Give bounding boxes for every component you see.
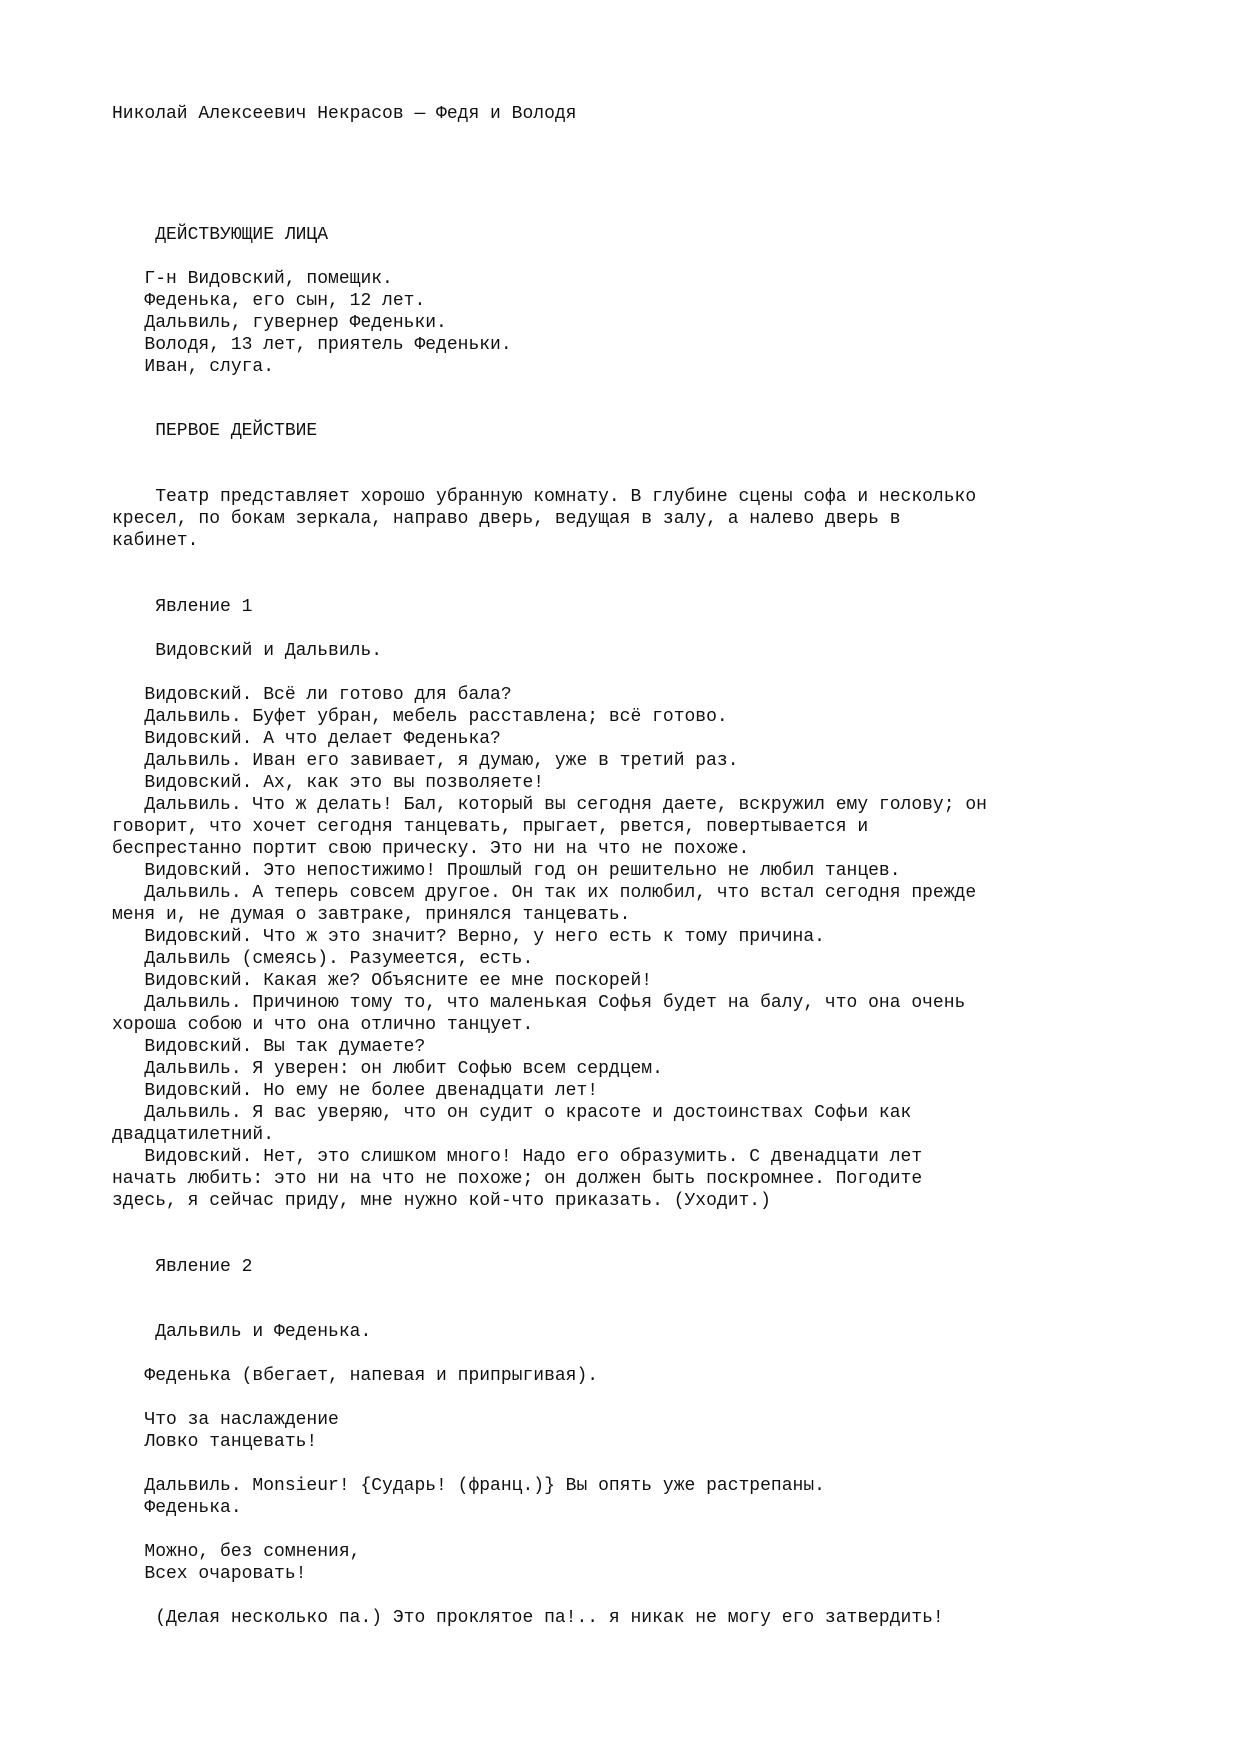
dialogue-line: Видовский. Нет, это слишком много! Надо его образумить. С двенадцати лет [112, 1147, 923, 1167]
dialogue-line: Дальвиль. Иван его завивает, я думаю, уже в третий раз. [112, 751, 739, 771]
dialogue-line: Видовский. А что делает Феденька? [112, 729, 501, 749]
scene-heading: Явление 1 [112, 597, 253, 617]
stage-entrance: Феденька (вбегает, напевая и припрыгивая). [112, 1366, 599, 1386]
dialogue-line: Дальвиль. Я уверен: он любит Софью всем сердцем. [112, 1059, 663, 1079]
stage-direction-line: кабинет. [112, 531, 199, 551]
dialogue-line: Дальвиль. А теперь совсем другое. Он так их полюбил, что встал сегодня прежде [112, 883, 977, 903]
cast-item: Дальвиль, гувернер Феденьки. [112, 313, 447, 333]
cast-item: Феденька, его сын, 12 лет. [112, 291, 426, 311]
dialogue-line: Видовский. Какая же? Объясните ее мне поскорей! [112, 971, 653, 991]
dialogue-line: Дальвиль. Я вас уверяю, что он судит о красоте и достоинствах Софьи как [112, 1103, 912, 1123]
song-line: Можно, без сомнения, [112, 1542, 361, 1562]
song-line: Всех очаровать! [112, 1564, 307, 1584]
dialogue-line: Дальвиль. Что ж делать! Бал, который вы сегодня даете, вскружил ему голову; он [112, 795, 987, 815]
dialogue-line: (Делая несколько па.) Это проклятое па!.. я никак не могу его затвердить! [112, 1608, 944, 1628]
cast-item: Г-н Видовский, помещик. [112, 269, 393, 289]
cast-item: Володя, 13 лет, приятель Феденьки. [112, 335, 512, 355]
cast-item: Иван, слуга. [112, 357, 275, 377]
dialogue-line: Видовский. Всё ли готово для бала? [112, 685, 512, 705]
song-line: Ловко танцевать! [112, 1432, 318, 1452]
dialogue-line: Видовский. Вы так думаете? [112, 1037, 426, 1057]
dialogue-line: Видовский. Что ж это значит? Верно, у него есть к тому причина. [112, 927, 825, 947]
scene-characters: Дальвиль и Феденька. [112, 1322, 372, 1342]
dialogue-line: говорит, что хочет сегодня танцевать, прыгает, рвется, повертывается и [112, 817, 869, 837]
stage-direction-line: Театр представляет хорошо убранную комнату. В глубине сцены софа и несколько [112, 487, 977, 507]
scene-characters: Видовский и Дальвиль. [112, 641, 383, 661]
dialogue-line: Дальвиль. Буфет убран, мебель расставлена; всё готово. [112, 707, 728, 727]
dialogue-line: Видовский. Но ему не более двенадцати лет! [112, 1081, 599, 1101]
dialogue-line: Видовский. Ах, как это вы позволяете! [112, 773, 545, 793]
dialogue-line: меня и, не думая о завтраке, принялся танцевать. [112, 905, 631, 925]
cast-heading: ДЕЙСТВУЮЩИЕ ЛИЦА [112, 225, 329, 245]
stage-direction-line: кресел, по бокам зеркала, направо дверь, ведущая в залу, а налево дверь в [112, 509, 901, 529]
dialogue-line: здесь, я сейчас приду, мне нужно кой-что приказать. (Уходит.) [112, 1191, 771, 1211]
dialogue-line: Дальвиль (смеясь). Разумеется, есть. [112, 949, 534, 969]
dialogue-line: хороша собою и что она отлично танцует. [112, 1015, 534, 1035]
song-line: Что за наслаждение [112, 1410, 339, 1430]
dialogue-line: начать любить: это ни на что не похоже; он должен быть поскромнее. Погодите [112, 1169, 923, 1189]
dialogue-line: Феденька. [112, 1498, 242, 1518]
scene-heading: Явление 2 [112, 1257, 253, 1277]
dialogue-line: беспрестанно портит свою прическу. Это ни на что не похоже. [112, 839, 750, 859]
dialogue-line: Дальвиль. Причиною тому то, что маленькая Софья будет на балу, что она очень [112, 993, 966, 1013]
document-header: Николай Алексеевич Некрасов — Федя и Володя [112, 104, 577, 124]
dialogue-line: двадцатилетний. [112, 1125, 275, 1145]
dialogue-line: Видовский. Это непостижимо! Прошлый год он решительно не любил танцев. [112, 861, 901, 881]
act-heading: ПЕРВОЕ ДЕЙСТВИЕ [112, 421, 318, 441]
dialogue-line: Дальвиль. Monsieur! {Сударь! (франц.)} Вы опять уже растрепаны. [112, 1476, 825, 1496]
